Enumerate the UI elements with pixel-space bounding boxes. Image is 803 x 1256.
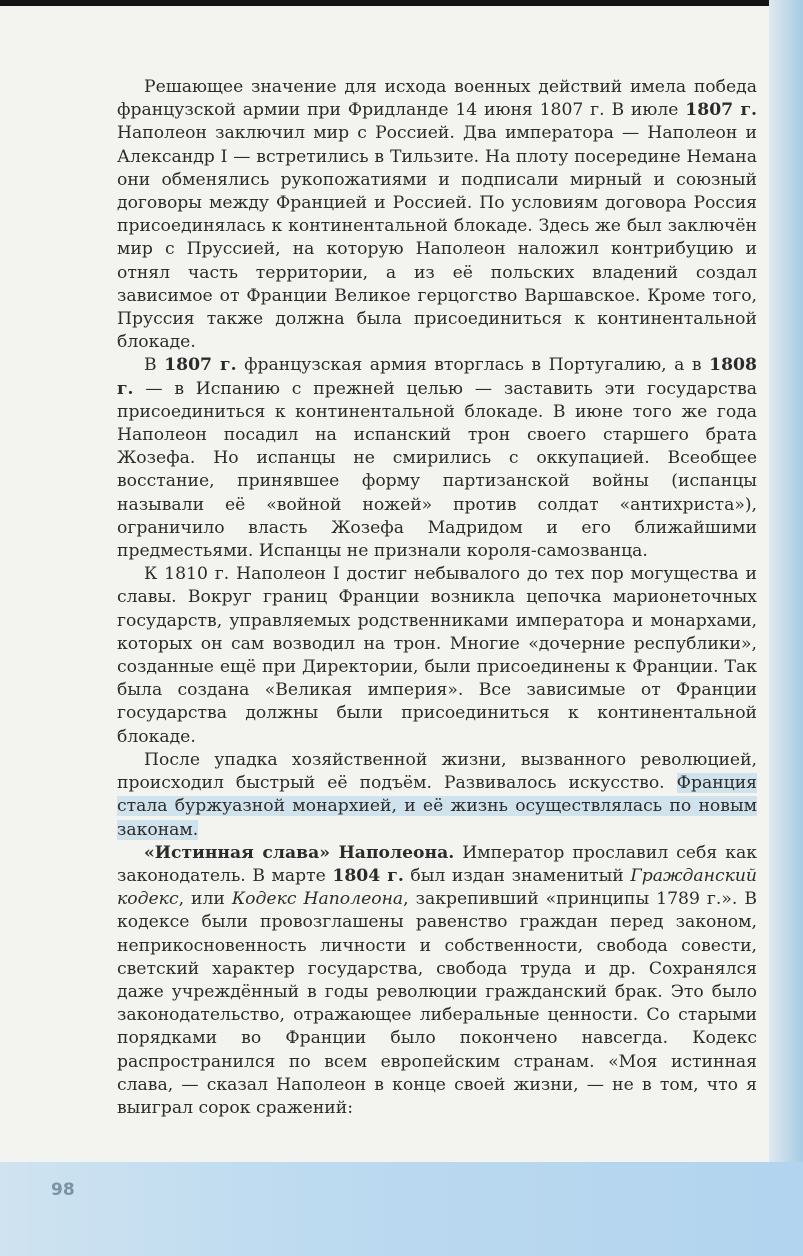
text-run-bold: 1807 г. [685, 100, 757, 121]
text-run: был издан знаменитый [403, 865, 631, 886]
text-run: Решающее значение для исхода военных действий имела победа французской армии при Фридланде 14 июня 1807 г. В июле [117, 77, 757, 121]
page-number: 98 [51, 1180, 75, 1200]
paragraph [117, 749, 757, 842]
paragraph [117, 76, 757, 354]
text-run-bold: «Истинная слава» Наполеона. [144, 842, 455, 863]
text-run-bold: 1804 г. [332, 865, 404, 886]
paragraph [117, 354, 757, 563]
text-run-highlight: Франция стала буржуазной монархией, и её жизнь осуществлялась по новым законам. [117, 773, 757, 840]
text-run-italic: Гражданский кодекс [117, 865, 757, 910]
text-run: К 1810 г. Наполеон I достиг небывалого до тех пор могущества и славы. Вокруг границ Франции возникла цепочка марионеточных государств, управляемых родственниками императора и монархами, которых он сам возводил на трон. Многие «дочерние республики», созданные ещё при Директории, были присоединены к Франции. Так была создана «Великая империя». Все зависимые от Франции государства должны были присоединиться к континентальной блокаде. [117, 564, 757, 747]
page-footer-band [0, 1162, 803, 1256]
text-run: Император прославил себя как законодатель. В марте [117, 842, 757, 886]
text-run: французская армия вторглась в Португалию, а в [236, 355, 710, 376]
page-top-edge [0, 0, 803, 6]
text-run-bold: 1808 г. [117, 355, 757, 399]
text-run: Наполеон заключил мир с Россией. Два императора — Наполеон и Александр I — встретились в Тильзите. На плоту посередине Немана они обменялись рукопожатиями и подписали мирный и союзный договоры между Францией и Россией. По условиям договора Россия присоединялась к континентальной блокаде. Здесь же был заключён мир с Пруссией, на которую Наполеон наложил контрибуцию и отнял часть территории, а из её польских владений создал зависимое от Франции Великое герцогство Варшавское. Кроме того, Пруссия также должна была присоединиться к континентальной блокаде. [117, 123, 757, 353]
text-run: В [144, 355, 165, 376]
text-run: — в Испанию с прежней целью — заставить эти государства присоединиться к континентальной блокаде. В июне того же года Наполеон посадил на испанский трон своего старшего брата Жозефа. Но испанцы не смирились с оккупацией. Всеобщее восстание, принявшее форму партизанской войны (испанцы называли её «войной ножей» против солдат «антихриста»), ограничило власть Жозефа Мадридом и его ближайшими предместьями. Испанцы не признали короля-самозванца. [117, 378, 757, 562]
paragraph [117, 563, 757, 749]
text-run: , или [178, 889, 232, 910]
text-run: После упадка хозяйственной жизни, вызванного революцией, происходил быстрый её подъём. Развивалось искусство. [117, 749, 757, 794]
page-right-edge [769, 0, 803, 1256]
page-text-body [117, 76, 757, 1120]
text-run: , закрепивший «принципы 1789 г.». В кодексе были провозглашены равенство граждан перед законом, неприкосновенность личности и собственности, свобода совести, светский характер государства, свобода труда и др. Сохранялся даже учреждённый в годы революции гражданский брак. Это было законодательство, отражающее либеральные ценности. Со старыми порядками во Франции было покончено навсегда. Кодекс распространился по всем европейским странам. «Моя истинная слава, — сказал Наполеон в конце своей жизни, — не в том, что я выиграл сорок сражений: [117, 889, 757, 1118]
text-run-bold: 1807 г. [164, 355, 237, 376]
paragraph [117, 842, 757, 1120]
text-run-italic: Кодекс Наполеона [231, 889, 404, 910]
